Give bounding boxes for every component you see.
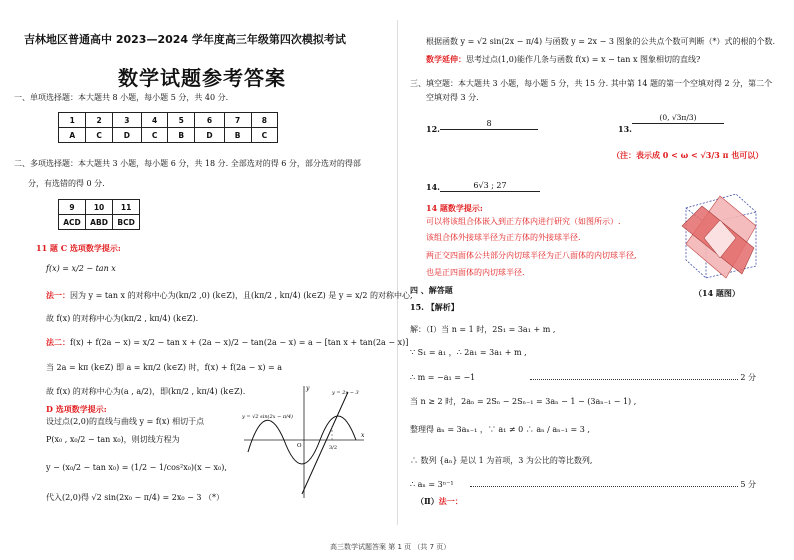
part2-label: （Ⅱ） (416, 496, 439, 506)
q14-hint3: 两正交四面体公共部分内切球半径为正八面体的内切球半径, (426, 251, 637, 260)
table-row-numbers (59, 113, 278, 128)
table-cell: 10 (85, 200, 112, 215)
solution-line7-text: ∴ aₙ = 3ⁿ⁻¹ (410, 480, 454, 489)
q11-d-line1: 设过点(2,0)的直线与曲线 y = f(x) 相切于点 (46, 417, 205, 426)
q11-d-line4: 代入(2,0)得 √2 sin(2x₀ − π/4) = 2x₀ − 3 （*） (46, 493, 224, 502)
table-cell: 11 (113, 200, 140, 215)
q13-note: （注：表示成 0 < ω < √3/3 π 也可以） (612, 150, 764, 160)
extension-label: 数学延伸： (426, 54, 466, 64)
q14-hint2: 该组合体外接球半径为正方体的外接球半径. (426, 233, 581, 242)
solution-line4: 当 n ≥ 2 时，2aₙ = 2Sₙ − 2Sₙ₋₁ = 3aₙ − 1 − (3aₙ₋₁ − 1) , (410, 397, 637, 406)
solution-line2: ∵ S₁ = a₁ ，∴ 2a₁ = 3a₁ + m , (410, 348, 527, 357)
q13-label: 13. (618, 124, 632, 134)
tick-label: 3/2 (329, 445, 338, 451)
q15-heading: 15. 【解析】 (410, 302, 459, 312)
section2-heading: 二、多项选择题：本大题共 3 小题，每小题 6 分，共 18 分. 全部选对的得 6 分，部分选对的得部 (14, 159, 361, 168)
q11-method1-line2: 故 f(x) 的对称中心为(kπ/2 , kπ/4) (k∈Z). (46, 314, 199, 323)
solution-line6: ∴ 数列 {aₙ} 是以 1 为首项，3 为公比的等比数列, (410, 456, 593, 465)
q12-label: 12. (426, 124, 440, 134)
table-row-answers (59, 215, 140, 230)
table-cell: 3 (112, 113, 141, 128)
solution-line7 (410, 479, 756, 490)
y-axis-label: y (306, 385, 310, 392)
table-cell: ACD (59, 215, 86, 230)
r-line1: 根据函数 y = √2 sin(2x − π/4) 与函数 y = 2x − 3 图象的公共点个数可判断（*）式的根的个数. (426, 37, 776, 46)
table-cell: 9 (59, 200, 86, 215)
solution-line1: 解：（Ⅰ）当 n = 1 时，2S₁ = 3a₁ + m , (410, 325, 556, 334)
x-axis-label: x (361, 432, 365, 439)
doc-title: 数学试题参考答案 (118, 66, 286, 90)
part2-method: 法一： (438, 496, 463, 506)
score-5: 5 分 (740, 480, 756, 489)
q11-d-hint-title: D 选项数学提示: (46, 404, 107, 414)
multi-choice-answer-table (58, 199, 140, 230)
score-2: 2 分 (740, 373, 756, 382)
section1-heading: 一、单项选择题：本大题共 8 小题，每小题 5 分，共 40 分. (14, 93, 229, 102)
q12-answer: 8 (440, 118, 538, 130)
solution-line3-text: ∴ m = −a₁ = −1 (410, 373, 476, 382)
table-cell: C (86, 128, 112, 143)
exam-title: 吉林地区普通高中 2023—2024 学年度高三年级第四次模拟考试 (24, 33, 346, 46)
line-label: y = 2x − 3 (332, 390, 359, 396)
method2-text: f(x) + f(2a − x) = x/2 − tan x + (2a − x)/2 − tan(2a − x) = a − [tan x + tan(2a − x)] (70, 338, 409, 347)
table-cell: BCD (113, 215, 140, 230)
q11-method2-line3: 故 f(x) 的对称中心为(a , a/2)，即(kπ/2 , kπ/4) (k∈Z). (46, 387, 246, 396)
solution-line3 (410, 372, 756, 383)
q14-hint4: 也是正四面体的内切球半径. (426, 268, 525, 277)
table-row-answers (59, 128, 278, 143)
math-extension (426, 54, 700, 65)
method1-text: 因为 y = tan x 的对称中心为(kπ/2 ,0) (k∈Z)，且(kπ/2 , kπ/4) (k∈Z) 是 y = x/2 的对称中心, (70, 291, 413, 300)
table-cell: 2 (86, 113, 112, 128)
q13-answer: (0, √3π/3) (632, 112, 724, 124)
solution-part2 (416, 496, 463, 507)
column-divider (397, 20, 398, 525)
curve-label: y = √2 sin(2x − π/4) (242, 414, 293, 420)
section4-heading: 四 、解答题 (410, 285, 453, 295)
q14-hint1: 可以将该组合体嵌入到正方体内进行研究（如图所示）. (426, 217, 621, 226)
table-cell: C (251, 128, 277, 143)
section2-heading-cont: 分，有选错的得 0 分. (28, 179, 105, 188)
single-choice-answer-table (58, 112, 278, 143)
extension-text: 思考过点(1,0)能作几条与函数 f(x) = x − tan x 图象相切的直线? (466, 55, 701, 64)
table-cell: 8 (251, 113, 277, 128)
q11-function-graph (240, 382, 368, 502)
table-cell: A (59, 128, 86, 143)
q11-d-line2: P(x₀ , x₀/2 − tan x₀)，则切线方程为 (46, 435, 180, 444)
q11-d-line3: y − (x₀/2 − tan x₀) = (1/2 − 1/cos²x₀)(x − x₀), (46, 463, 227, 472)
q11-c-hint-title: 11 题 C 选项数学提示: (36, 243, 121, 253)
q11-function: f(x) = x/2 − tan x (46, 264, 116, 273)
q11-method2-line2: 当 2a = kπ (k∈Z) 即 a = kπ/2 (k∈Z) 时，f(x) + f(2a − x) = a (46, 363, 283, 372)
table-cell: D (112, 128, 141, 143)
section3-heading-cont: 空填对得 3 分. (426, 93, 479, 102)
table-cell: 1 (59, 113, 86, 128)
table-cell: D (195, 128, 224, 143)
q14-answer: 6√3 ; 27 (440, 180, 540, 192)
method1-label: 法一： (46, 290, 70, 300)
section3-heading: 三、填空题：本大题共 3 小题，每小题 5 分，共 15 分. 其中第 14 题的第一个空填对得 2 分，第二个 (410, 79, 773, 88)
line-2x-3 (302, 392, 348, 494)
origin-label: O (297, 443, 302, 449)
solution-line5: 整理得 aₙ = 3aₙ₋₁ ，∵ a₁ ≠ 0 ∴ aₙ / aₙ₋₁ = 3 , (410, 425, 590, 434)
method2-label: 法二： (46, 337, 70, 347)
q14-figure-caption: （14 题图） (694, 288, 740, 298)
q11-method1-line1 (46, 290, 413, 301)
q14-stella-octangula-figure (672, 186, 768, 282)
table-cell: 4 (141, 113, 167, 128)
table-cell: B (224, 128, 251, 143)
table-cell: C (141, 128, 167, 143)
table-row-numbers (59, 200, 140, 215)
q14-hint-title: 14 题数学提示: (426, 203, 483, 213)
table-cell: B (168, 128, 195, 143)
q11-method2-line1 (46, 337, 408, 348)
dot-leader (470, 486, 738, 487)
table-cell: 7 (224, 113, 251, 128)
dot-leader (530, 379, 738, 380)
page-footer: 高三数学试题答案 第 1 页 （共 7 页） (330, 543, 451, 551)
table-cell: 6 (195, 113, 224, 128)
table-cell: 5 (168, 113, 195, 128)
table-cell: ABD (85, 215, 112, 230)
q14-label: 14. (426, 182, 440, 192)
